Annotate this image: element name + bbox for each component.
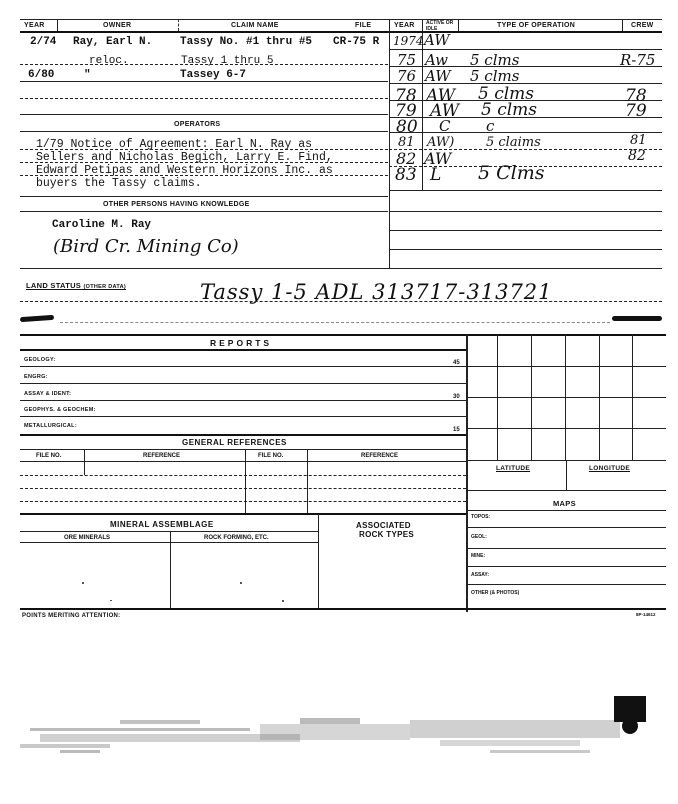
maps-rule [466,548,666,549]
maps-rule [466,510,666,511]
longitude-label: LONGITUDE [589,465,630,472]
owner-rule [20,98,388,99]
maps-assay: ASSAY: [471,572,490,578]
activity-7-year: 81 [398,135,415,150]
activity-4-type: 5 clms [478,84,535,104]
operators-rule [20,162,388,163]
activity-rule [389,190,662,191]
activity-rule [389,49,662,50]
rock-types-label: ROCK TYPES [359,530,415,539]
general-references-rule [20,501,466,502]
grid-line [466,428,666,429]
maps-rule [466,527,666,528]
col-crew-header: CREW [631,22,654,29]
report-geophys: GEOPHYS. & GEOCHEM: [24,407,96,413]
owner-row-2-claim: Tassy 1 thru 5 [181,55,274,67]
land-status-value: Tassy 1-5 ADL 313717-313721 [200,280,553,304]
main-vertical-divider [389,19,390,269]
activity-3-type: 5 clms [470,67,520,85]
operators-rule [20,175,388,176]
operators-label: OPERATORS [174,121,221,128]
activity-9-status: L [430,165,442,185]
activity-9-year: 83 [395,165,417,185]
owner-row-3-year: 6/80 [28,69,55,81]
activity-rule [389,249,662,250]
report-geology-num: 45 [453,360,460,366]
maps-geol: GEOL: [471,534,487,540]
speck [110,600,112,601]
activity-6-year: 80 [396,117,418,137]
mineral-rule [20,531,318,532]
owner-row-1-file: CR-75 R [333,36,380,48]
activity-3-status: AW [425,67,451,85]
general-references-bottom-rule [20,513,466,515]
header-top-rule [20,19,662,20]
report-geology: GEOLOGY: [24,357,56,363]
activity-9-type: 5 Clms [478,162,545,184]
mineral-col-sep [170,531,171,608]
other-person-note: (Bird Cr. Mining Co) [53,236,239,257]
operators-line-2: Sellers and Nicholas Begich, Larry E. Find, [36,151,333,164]
activity-8-year: 82 [396,149,417,168]
report-metallurgical-num: 15 [453,427,460,433]
header-bottom-rule [20,31,662,33]
form-code: 8P-14612 [636,612,656,617]
gr-col-file-no-2: FILE NO. [258,453,284,459]
general-references-rule [20,488,466,489]
points-meriting-attention: POINTS MERITING ATTENTION: [22,613,121,619]
report-rule [20,434,466,436]
gr-col-sep [245,449,246,513]
persons-rule [20,211,388,212]
activity-6-type: c [486,117,495,135]
persons-bottom-rule [20,268,662,269]
other-persons-label: OTHER PERSONS HAVING KNOWLEDGE [103,201,250,208]
land-status-rule [60,322,610,323]
persons-rule [20,196,388,197]
mineral-assemblage-label: MINERAL ASSEMBLAGE [110,520,214,529]
col-owner-header: OWNER [103,22,132,29]
speck [240,582,242,584]
scan-noise [0,690,678,800]
report-assay: ASSAY & IDENT: [24,391,72,397]
activity-8-status: AW [424,149,452,168]
ore-minerals-label: ORE MINERALS [64,535,111,541]
general-references-rule [20,461,466,462]
grid-line [466,397,666,398]
gr-col-sep [307,449,308,513]
form-bottom-rule [20,608,666,610]
mineral-rule [20,542,318,543]
activity-4-status: AW [426,86,456,106]
header-sep [622,19,623,31]
activity-5-type: 5 clms [481,100,538,120]
activity-4-year: 78 [395,86,417,106]
owner-rule [20,114,388,115]
col-active-header: ACTIVE OR IDLE [426,20,454,32]
activity-7-crew: 81 [630,133,647,148]
activity-8-crew: 82 [628,148,646,164]
col-year2-header: YEAR [394,22,415,29]
gr-col-reference-1: REFERENCE [143,453,181,459]
activity-5-year: 79 [395,101,417,121]
speck [82,582,84,584]
reports-label: REPORTS [210,338,273,348]
header-sep [178,19,179,31]
general-references-label: GENERAL REFERENCES [182,438,287,447]
activity-2-type: 5 clms [470,51,520,69]
owner-row-1-claim: Tassy No. #1 thru #5 [180,36,313,48]
land-status-rule [20,301,662,302]
owner-row-2-owner: reloc. [89,55,129,67]
maps-label: MAPS [553,499,576,508]
reports-header-rule [20,349,466,351]
activity-2-crew: R-75 [620,51,656,69]
activity-2-year: 75 [397,51,417,69]
reports-right-border [466,334,468,612]
activity-1-status: AW [424,31,450,49]
report-rule [20,416,466,417]
activity-5-status: AW [430,101,460,121]
latitude-label: LATITUDE [496,465,531,472]
rock-forming-label: ROCK FORMING, ETC. [204,535,269,541]
activity-rule [389,132,662,133]
activity-7-type: 5 claims [486,135,541,150]
owner-rule [20,64,388,65]
report-rule [20,383,466,384]
reports-top-rule [20,334,666,336]
gr-col-sep [84,449,85,475]
other-person-name: Caroline M. Ray [52,219,152,231]
gr-col-file-no-1: FILE NO. [36,453,62,459]
speck [282,600,284,602]
owner-row-1-year: 2/74 [30,36,57,48]
grid-line [466,366,666,367]
activity-divider [422,31,423,191]
maps-other: OTHER (& PHOTOS) [471,590,520,596]
owner-row-3-owner: " [84,69,91,81]
owner-row-1-owner: Ray, Earl N. [73,36,153,48]
associated-label: ASSOCIATED [356,521,411,530]
operators-line-4: buyers the Tassy claims. [36,177,202,190]
operators-line-1: 1/79 Notice of Agreement: Earl N. Ray as [36,138,313,151]
coord-sep [566,460,567,490]
header-sep [422,19,423,31]
maps-topos: TOPOS: [471,514,491,520]
maps-mine: MINE: [471,553,486,559]
mineral-right-border [318,513,319,608]
report-assay-num: 30 [453,394,460,400]
gr-col-reference-2: REFERENCE [361,453,399,459]
operators-rule [20,131,388,132]
land-status-label: LAND STATUS (OTHER DATA) [26,281,126,290]
col-year-header: YEAR [24,22,45,29]
report-rule [20,366,466,367]
activity-2-status: Aw [425,51,448,69]
header-sep [57,19,58,31]
maps-rule [466,566,666,567]
report-engrg: ENGRG: [24,374,48,380]
activity-5-crew: 79 [625,101,647,121]
general-references-rule [20,449,466,450]
general-references-rule [20,475,466,476]
activity-7-status: AW) [427,135,455,150]
operators-rule [20,149,388,150]
header-sep [458,19,459,31]
activity-3-year: 76 [397,67,417,85]
col-claim-header: CLAIM NAME [231,22,279,29]
owner-row-3-claim: Tassey 6-7 [180,69,247,81]
report-rule [20,400,466,401]
activity-6-status: C [439,117,451,135]
owner-rule [20,81,388,82]
report-metallurgical: METALLURGICAL: [24,423,77,429]
operators-line-3: Edward Petipas and Western Horizons Inc. as [36,164,333,177]
activity-rule [389,230,662,231]
activity-4-crew: 78 [625,86,647,106]
activity-rule [389,211,662,212]
punch-mark [20,315,54,322]
col-file-header: FILE [355,22,372,29]
punch-mark [612,316,662,321]
col-type-header: TYPE OF OPERATION [497,22,576,29]
coord-rule [466,490,666,491]
activity-1-year: 1974 [393,34,424,48]
maps-rule [466,584,666,585]
